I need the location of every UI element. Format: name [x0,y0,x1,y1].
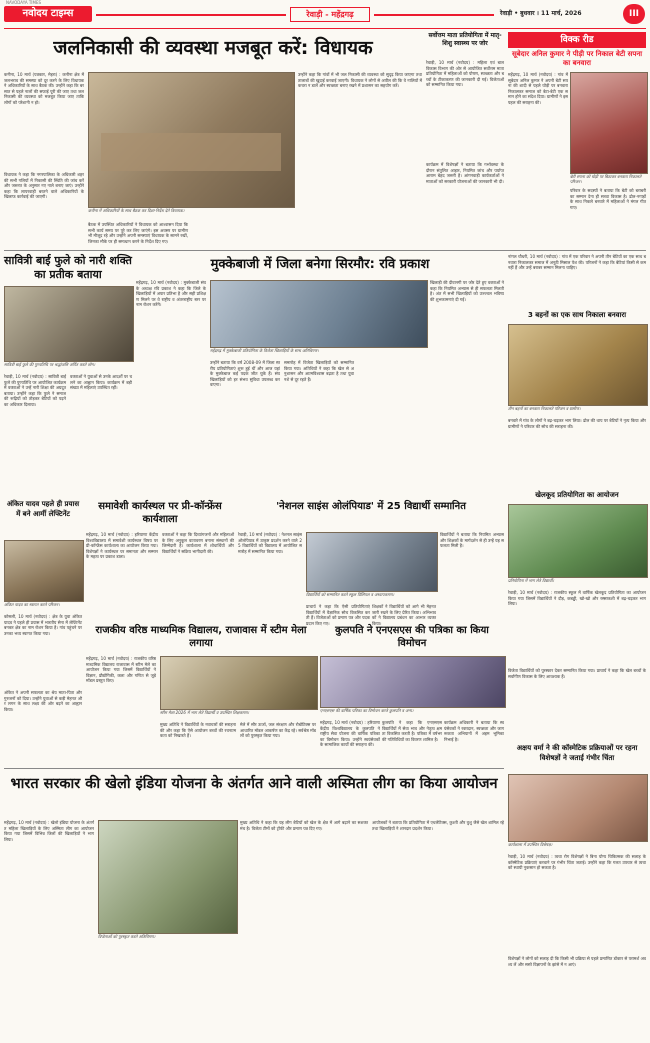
article-science-olympiad [238,500,506,626]
article-best-mother [426,32,504,247]
article-text: कोसली, 10 मार्च (नवोदय) : क्षेत्र के युवा अंकित यादव ने पहले ही प्रयास में भारतीय सेना में लेफ्टिनेंट बनकर क्षेत्र का नाम रोशन किया है। गांव पहुंचने पर उनका भव्य स्वागत किया गया। [4,614,84,636]
page-number: III [623,4,645,24]
headline: मुक्केबाजी में जिला बनेगा सिरमौर: रवि प्रकाश [210,257,430,272]
photo-caption: प्रतियोगिता में भाग लेते विद्यार्थी। [508,578,555,583]
article-text: रेवाड़ी, 10 मार्च (नवोदय) : महिला एवं बाल विकास विभाग की ओर से आयोजित सर्वोत्तम माता प्रतियोगिता में महिलाओं को पोषण, स्वच्छता और बच्चों के टीकाकरण की जानकारी दी गई। विजेताओं को सम्मानित किया गया। [426,60,506,88]
article-photo [98,820,238,934]
article-text: वक्ताओं ने युवाओं से उनके आदर्शों पर चलने का आह्वान किया। कार्यक्रम में बड़ी संख्या में महिलाएं उपस्थित रहीं। [70,374,134,391]
article-text: नांगल चौधरी, 10 मार्च (नवोदय) : गांव में एक परिवार ने अपनी तीन बेटियों का एक साथ बनवारा निकालकर समाज में अनूठी मिसाल पेश की। परिजनों ने कहा कि बेटियां किसी से कम नहीं हैं और उन्हें बराबर सम्मान मिलना चाहिए। [508,254,648,271]
article-text: उन्होंने बताया कि वर्ष 2008-09 में जिला स्तरीय प्रतियोगिताएं शुरू हुई थीं और आज यहां के मुक्केबाज कई पदक जीत चुके हैं। संघ खिलाड़ियों को हर संभव सुविधा उपलब्ध करवाएगा। [210,360,282,388]
article-text: रेवाड़ी, 10 मार्च (नवोदय) : त्वचा रोग विशेषज्ञों ने बिना योग्य चिकित्सक की सलाह के कॉस्मेटिक प्रक्रियाएं करवाने पर गंभीर चिंता जताई। उन्होंने कहा कि गलत उपचार से त्वचा को स्थायी नुकसान हो सकता है। [508,854,648,871]
photo-caption: तीन बहनों का बनवारा निकालते परिजन व ग्रामीण। [508,406,581,411]
article-nss-magazine [320,624,504,764]
photo-caption: विद्यार्थियों को सम्मानित करते स्कूल प्रिंसिपल व अध्यापकगण। [306,592,395,597]
article-drainage [4,32,422,247]
article-text: मुख्य अतिथि ने विद्यार्थियों के नवाचारों की सराहना की और कहा कि ऐसे आयोजन बच्चों की रचनात्मकता को निखारते हैं। [160,722,238,739]
article-text: कार्यक्रम अधिकारी ने बताया कि स्वयंसेवकों ने रक्तदान, स्वच्छता और जागरूकता अभियानों में अहम भूमिका निभाई है। [444,720,506,742]
headline: 3 बहनों का एक साथ निकाला बनवारा [527,311,627,319]
article-photo [570,72,648,174]
article-text: खिलाड़ी की दीवानगी पर जोर देते हुए वक्ताओं ने कहा कि नियमित अभ्यास से ही सफलता मिलती है। अंत में सभी खिलाड़ियों को उज्ज्वल भविष्य की शुभकामनाएं दी गईं। [430,280,506,302]
article-text: महेंद्रगढ़, 10 मार्च (नवोदय) : गांव में सूबेदार अनिल कुमार ने अपनी बेटी सपना की शादी से पहले घोड़ी पर बनवारा निकालकर समाज को बेटा-बेटी एक समान होने का संदेश दिया। ग्रामीणों ने इस पहल की सराहना की। [508,72,570,105]
article-photo [4,286,134,362]
article-text: महेंद्रगढ़, 10 मार्च (नवोदय) : हरियाणा केंद्रीय विश्वविद्यालय में समावेशी कार्यस्थल विषय पर प्री-कॉन्फ्रेंस कार्यशाला का आयोजन किया गया। विशेषज्ञों ने कार्यस्थल पर समानता और सम्मान के महत्व पर प्रकाश डाला। [86,532,160,560]
masthead-small-note: NAVODAYA TIMES [6,0,42,5]
article-photo [306,532,438,592]
photo-caption: विजेताओं को पुरस्कृत करते अतिथिगण। [98,934,156,939]
issue-date: रेवाड़ी • बुधवार । 11 मार्च, 2026 [500,10,582,17]
photo-caption: एनएसएस की वार्षिक पत्रिका का विमोचन करते कुलपति व अन्य। [320,708,414,713]
brand-logo: नवोदय टाइम्स [4,6,92,22]
article-text: समारोह में विजेता खिलाड़ियों को सम्मानित किया गया। अतिथियों ने कहा कि खेल से अनुशासन और आत्मविश्वास बढ़ता है तथा युवा नशे से दूर रहते हैं। [284,360,356,382]
article-text: वक्ताओं ने कहा कि दिव्यांगजनों और महिलाओं के लिए अनुकूल वातावरण बनाना संस्थानों की जिम्मेदारी है। कार्यशाला में शोधार्थियों और विद्यार्थियों ने सक्रिय भागीदारी की। [162,532,236,554]
section-title: रेवाड़ी - महेंद्रगढ़ [290,7,370,22]
article-text: मेले में सौर ऊर्जा, जल संरक्षण और रोबोटिक्स पर आधारित मॉडल आकर्षण का केंद्र रहे। सर्वश्रेष्ठ मॉडलों को पुरस्कृत किया गया। [240,722,318,739]
article-text: परिवार के सदस्यों ने बताया कि बेटी को बराबरी का सम्मान देना ही सच्चा विकास है। ढोल-नगाड़ों के साथ निकले बनवारे में महिलाओं ने मंगल गीत गाए। [570,188,648,210]
headline: 'नेशनल साइंस ओलंपियाड' में 25 विद्यार्थी सम्मानित [276,501,466,512]
article-text: प्राचार्य ने कहा कि ऐसी प्रतियोगिताएं विद्यार्थियों में वैज्ञानिक सोच विकसित करती हैं। विजेताओं को प्रमाण पत्र और पदक प्रदान किए गए। [306,604,372,626]
article-photo [88,72,295,208]
article-text: उन्होंने कहा कि गांवों में भी जल निकासी की व्यवस्था को सुदृढ़ किया जाएगा तथा तालाबों की खुदाई करवाई जाएगी। विधायक ने लोगों से अपील की कि वे नालियों में कचरा न डालें और स्वच्छता बनाए रखने में प्रशासन का सहयोग करें। [298,72,424,89]
photo-caption: कार्यशाला में उपस्थित विशेषज्ञ। [508,842,553,847]
headline: अक्षय वर्मा ने की कॉस्मेटिक प्रक्रियाओं पर रहना विशेषज्ञों ने जताई गंभीर चिंता [516,744,638,762]
row-divider [4,250,646,251]
article-text: कुलपति ने कहा कि एनएसएस विद्यार्थियों में सेवा भाव और नेतृत्व क्षमता विकसित करती है। पत्रिका में वर्षभर की गतिविधियों का विवरण शामिल है। [382,720,444,742]
headline: सावित्री बाई फुले को नारी शक्ति का प्रतीक बताया [4,254,132,281]
masthead [0,0,650,27]
article-photo [160,656,318,710]
photo-caption: महेंद्रगढ़ में मुक्केबाजी प्रतियोगिता के विजेता खिलाड़ियों के साथ अतिथिगण। [210,348,319,353]
row-divider [4,768,504,769]
article-text: विजेता विद्यार्थियों को पुरस्कार देकर सम्मानित किया गया। प्राचार्य ने कहा कि खेल बच्चों के सर्वांगीण विकास के लिए आवश्यक हैं। [508,668,648,679]
article-text: रेवाड़ी, 10 मार्च (नवोदय) : नेशनल साइंस ओलंपियाड में उत्कृष्ट प्रदर्शन करने वाले 25 विद्यार्थियों को विद्यालय में आयोजित समारोह में सम्मानित किया गया। [238,532,304,554]
article-text: आयोजकों ने बताया कि प्रतियोगिता में एथलेटिक्स, कुश्ती और वुशु जैसे खेल शामिल रहे तथा खिलाड़ियों ने शानदार प्रदर्शन किया। [372,820,506,831]
article-three-sisters [508,254,646,482]
article-week-read [508,32,646,247]
article-text: महेंद्रगढ़, 10 मार्च (नवोदय) : मुक्केबाजी संघ के अध्यक्ष रवि प्रकाश ने कहा कि जिले के खिलाड़ियों में अपार प्रतिभा है और सही प्रशिक्षण मिलने पर वे राष्ट्रीय व अंतरराष्ट्रीय स्तर पर नाम रोशन करेंगे। [136,280,208,308]
masthead-divider [4,28,646,29]
article-sports-competition [508,490,646,740]
article-text: विद्यार्थियों ने बताया कि नियमित अभ्यास और शिक्षकों के मार्गदर्शन से ही उन्हें यह सफलता मिली है। [440,532,506,549]
headline: समावेशी कार्यस्थल पर प्री-कॉन्फ्रेंस कार्यशाला [98,501,222,525]
article-text: महेंद्रगढ़, 10 मार्च (नवोदय) : हरियाणा केंद्रीय विश्वविद्यालय के कुलपति ने राष्ट्रीय सेवा योजना की वार्षिक पत्रिका का विमोचन किया। उन्होंने स्वयंसेवकों के सामाजिक कार्यों की सराहना की। [320,720,382,748]
article-text: बैठक में उपस्थित अधिकारियों ने विधायक को आश्वासन दिया कि सभी कार्य समय पर पूरे कर लिए जाएंगे। इस अवसर पर ग्रामीण भी मौजूद रहे और उन्होंने अपनी समस्याएं विधायक के सामने रखीं, जिनका मौके पर ही समाधान करने के निर्देश दिए गए। [88,222,190,244]
article-photo [320,656,506,708]
article-text: बनवारे में गांव के लोगों ने बढ़-चढ़कर भाग लिया। ढोल की थाप पर बेटियों ने नृत्य किया और ग्रामीणों ने परिवार की सोच की सराहना की। [508,418,648,429]
headline: भारत सरकार की खेलो इंडिया योजना के अंतर्गत आने वाली अस्मिता लीग का किया आयोजन [10,776,498,792]
headline: कुलपति ने एनएसएस की पत्रिका का किया विमोचन [335,625,489,649]
header-rule-left [96,14,286,16]
article-inclusive-workplace [86,500,234,620]
headline: सर्वोत्तम माता प्रतियोगिता में मातृ-शिशु स्वास्थ्य पर जोर [428,32,502,47]
article-savitribai [4,254,132,496]
article-text: महेंद्रगढ़, 10 मार्च (नवोदय) : खेलो इंडिया योजना के अंतर्गत महिला खिलाड़ियों के लिए अस्मिता लीग का आयोजन किया गया जिसमें विभिन्न जिलों की खिलाड़ियों ने भाग लिया। [4,820,96,842]
headline: अंकित यादव पहले ही प्रयास में बने आर्मी लेफ्टिनेंट [6,500,80,518]
headline: जलनिकासी की व्यवस्था मजबूत करें: विधायक [53,37,373,59]
article-text: कार्यक्रम में विशेषज्ञों ने बताया कि गर्भावस्था के दौरान संतुलित आहार, नियमित जांच और पर्याप्त आराम बेहद जरूरी है। आंगनवाड़ी कार्यकर्ताओं ने माताओं को सरकारी योजनाओं की जानकारी भी दी। [426,162,506,184]
article-khelo-india [4,772,504,1039]
article-cosmetic-procedures [508,744,646,1039]
photo-caption: सावित्री बाई फुले की पुण्यतिथि पर श्रद्धांजलि अर्पित करते लोग। [4,362,96,367]
header-rule-right [374,14,494,16]
article-photo [508,324,648,406]
article-text: कनीना, 10 मार्च (पत्रकार, मेहरा) : कनीना क्षेत्र में जलभराव की समस्या को दूर करने के लिए विधायक ने अधिकारियों के साथ बैठक की। उन्होंने कहा कि बरसात से पहले नालों की सफाई पूरी की जाए तथा जलनिकासी की व्यवस्था को मजबूत किया जाए ताकि लोगों को परेशानी न हो। [4,72,86,105]
article-text: अंकित ने अपनी सफलता का श्रेय माता-पिता और गुरुजनों को दिया। उन्होंने युवाओं से कड़ी मेहनत और लगन के साथ लक्ष्य की ओर बढ़ने का आह्वान किया। [4,690,84,712]
article-army-lieutenant [4,500,82,764]
article-photo [4,540,84,602]
article-text: मुख्य अतिथि ने कहा कि यह लीग बेटियों को खेल के क्षेत्र में आगे बढ़ाने का सशक्त मंच है। विजेता टीमों को ट्रॉफी और प्रमाण पत्र दिए गए। [240,820,370,831]
article-photo [508,504,648,578]
article-photo [508,774,648,842]
article-photo [210,280,428,348]
photo-caption: कनीना में अधिकारियों के साथ बैठक कर दिशा-निर्देश देते विधायक। [88,208,185,213]
headline: राजकीय वरिष्ठ माध्यमिक विद्यालय, राजावास में स्टीम मेला लगाया [95,625,307,649]
photo-caption: स्टीम मेला 2026 में भाग लेते विद्यार्थी व उपस्थित शिक्षकगण। [160,710,250,715]
article-text: विधायक ने कहा कि नगरपालिका के अधिकारी शहर की सभी गलियों में निकासी की स्थिति की जांच करें और जरूरत के अनुसार नए नाले बनाए जाएं। उन्होंने कहा कि लापरवाही बरतने वाले अधिकारियों के खिलाफ कार्रवाई की जाएगी। [4,172,86,200]
article-boxing [136,254,504,482]
photo-caption: अंकित यादव का स्वागत करते परिजन। [4,602,60,607]
article-text: रेवाड़ी, 10 मार्च (नवोदय) : राजकीय स्कूल में वार्षिक खेलकूद प्रतियोगिता का आयोजन किया गया जिसमें विद्यार्थियों ने दौड़, कबड्डी, खो-खो और रस्साकशी में बढ़-चढ़कर भाग लिया। [508,590,648,607]
article-text: शिक्षकों ने विद्यार्थियों को आगे भी मेहनत जारी रखने के लिए प्रेरित किया। अभिभावकों ने विद्यालय प्रबंधन का आभार व्यक्त किया। [372,604,438,626]
photo-caption: बेटी सपना को घोड़ी पर बिठाकर बनवारा निकालते परिजन। [570,174,642,184]
headline: खेलकूद प्रतियोगिता का आयोजन [535,491,619,499]
week-read-banner: विक्क रीड [508,32,646,48]
article-steam-fair [86,624,316,764]
headline: सूबेदार अनिल कुमार ने पीड़ी पर निकाल बेटी सपना का बनवारा [511,50,643,67]
article-text: महेंद्रगढ़, 10 मार्च (नवोदय) : राजकीय वरिष्ठ माध्यमिक विद्यालय राजावास में स्टीम मेले का आयोजन किया गया जिसमें विद्यार्थियों ने विज्ञान, प्रौद्योगिकी, कला और गणित से जुड़े मॉडल प्रस्तुत किए। [86,656,158,684]
article-text: विशेषज्ञों ने लोगों को सलाह दी कि किसी भी प्रक्रिया से पहले प्रमाणित डॉक्टर से परामर्श अवश्य लें और सस्ते विज्ञापनों के झांसे में न आएं। [508,956,646,967]
article-text: रेवाड़ी, 10 मार्च (नवोदय) : सावित्री बाई फुले की पुण्यतिथि पर आयोजित कार्यक्रम में वक्ताओं ने उन्हें नारी शिक्षा की अग्रदूत बताया। उन्होंने कहा कि फुले ने समाज की रूढ़ियों को तोड़कर बेटियों को पढ़ने का अधिकार दिलाया। [4,374,68,407]
